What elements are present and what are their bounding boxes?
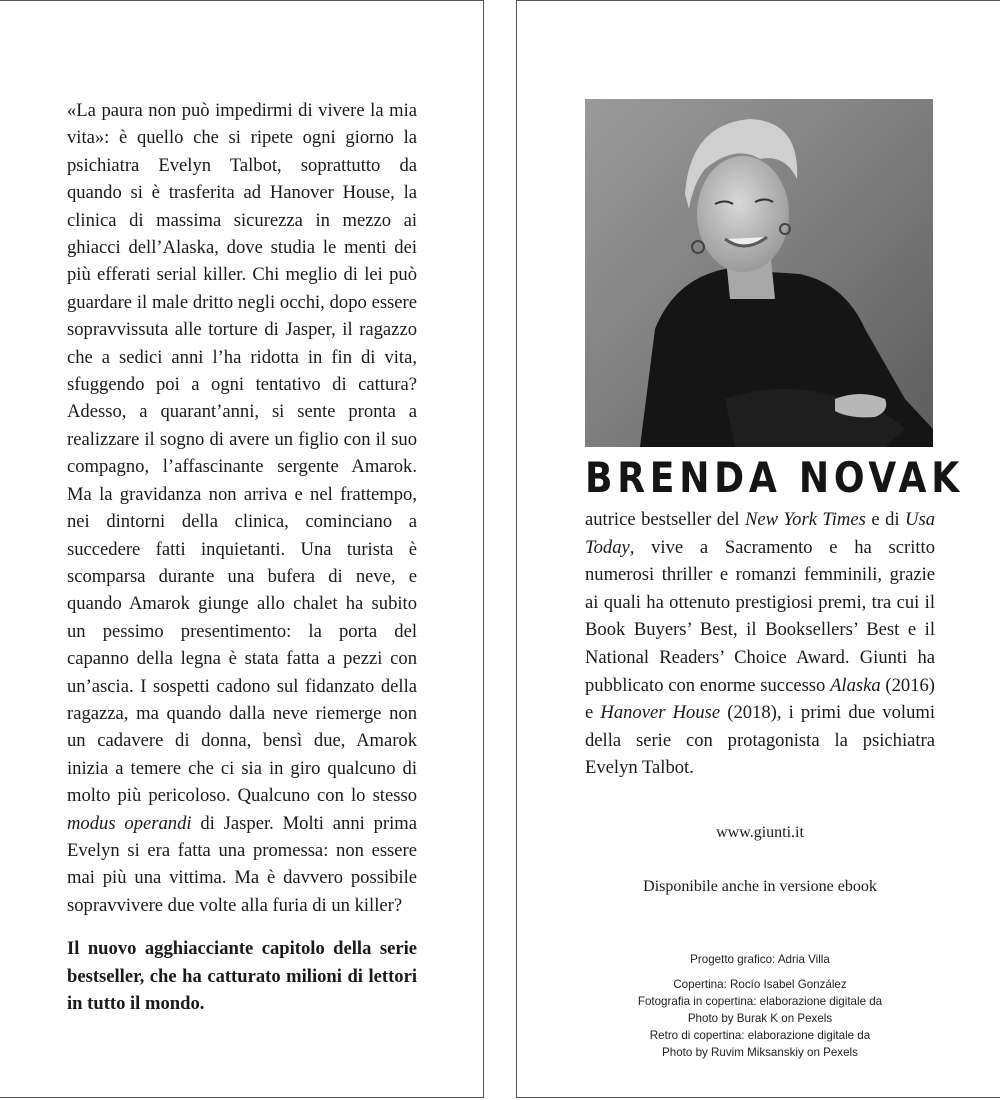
credit-line: Photo by Burak K on Pexels xyxy=(687,1012,833,1025)
synopsis-text: «La paura non può impedirmi di vivere la mia vita»: è quello che si ripete ogni giorno la psichiatra Evelyn Talbot, soprattutto da quando si è trasferita ad Hanover House, la clinica di massima sicurezza in mezzo ai ghiacci dell’Alaska, dove studia le menti dei più efferati serial killer. Chi meglio di lei può guardare il male dritto negli occhi, dopo essere sopravvissuta alle torture di Jasper, il ragazzo che a sedici anni l’ha ridotta in fin di vita, sfuggendo poi a ogni tentativo di cattura? Adesso, a quarant’anni, si sente pronta a realizzare il sogno di avere un figlio con il suo compagno, l’affascinante sergente Amarok. Ma la gravidanza non arriva e nel frattempo, nei dintorni della clinica, cominciano a succedere fatti inquietanti. Una turista è scomparsa durante una bufera di neve, e quando Amarok giunge allo chalet ha subito un pessimo presentimento: la porta del capanno della legna è stata fatta a pezzi con un’ascia. I sospetti cadono sul fidanzato della ragazza, ma quando dalla neve riemerge non un cadavere di donna, bensì due, Amarok inizia a temere che ci sia in giro qualcuno di molto più pericoloso. Qualcuno con lo stesso modus operandi di Jasper. Molti anni prima Evelyn si era fatta una promessa: non essere mai più una vittima. Ma è davvero possibile sopravvivere due volte alla furia di un killer? xyxy=(67,100,418,916)
tagline: Il nuovo agghiacciante capitolo della serie bestseller, che ha catturato milioni di lettori in tutto il mondo. xyxy=(67,938,417,1014)
credit-line: Photo by Ruvim Miksanskiy on Pexels xyxy=(662,1046,858,1059)
credit-line: Copertina: Rocío Isabel González xyxy=(673,978,847,991)
author-bio xyxy=(585,506,935,782)
author-name: BRENDA NOVAK xyxy=(585,453,964,502)
ebook-note: Disponibile anche in versione ebook xyxy=(643,878,877,895)
front-flap-right xyxy=(516,0,1000,1098)
author-bio-text: autrice bestseller del New York Times e di Usa Today, vive a Sacramento e ha scritto numerosi thriller e romanzi femminili, grazie ai quali ha ottenuto prestigiosi premi, tra cui il Book Buyers’ Best, il Booksellers’ Best e il National Readers’ Choice Award. Giunti ha pubblicato con enorme successo Alaska (2016) e Hanover House (2018), i primi due volumi della serie con protagonista la psichiatra Evelyn Talbot. xyxy=(585,509,935,779)
credits xyxy=(585,951,935,1061)
credit-line: Retro di copertina: elaborazione digitale da xyxy=(649,1029,871,1042)
credit-design: Progetto grafico: Adria Villa xyxy=(690,953,830,966)
website: www.giunti.it xyxy=(716,824,804,841)
synopsis xyxy=(67,97,417,1017)
back-flap-left xyxy=(0,0,484,1098)
author-photo xyxy=(585,99,933,447)
credit-line: Fotografia in copertina: elaborazione digitale da xyxy=(637,995,883,1008)
